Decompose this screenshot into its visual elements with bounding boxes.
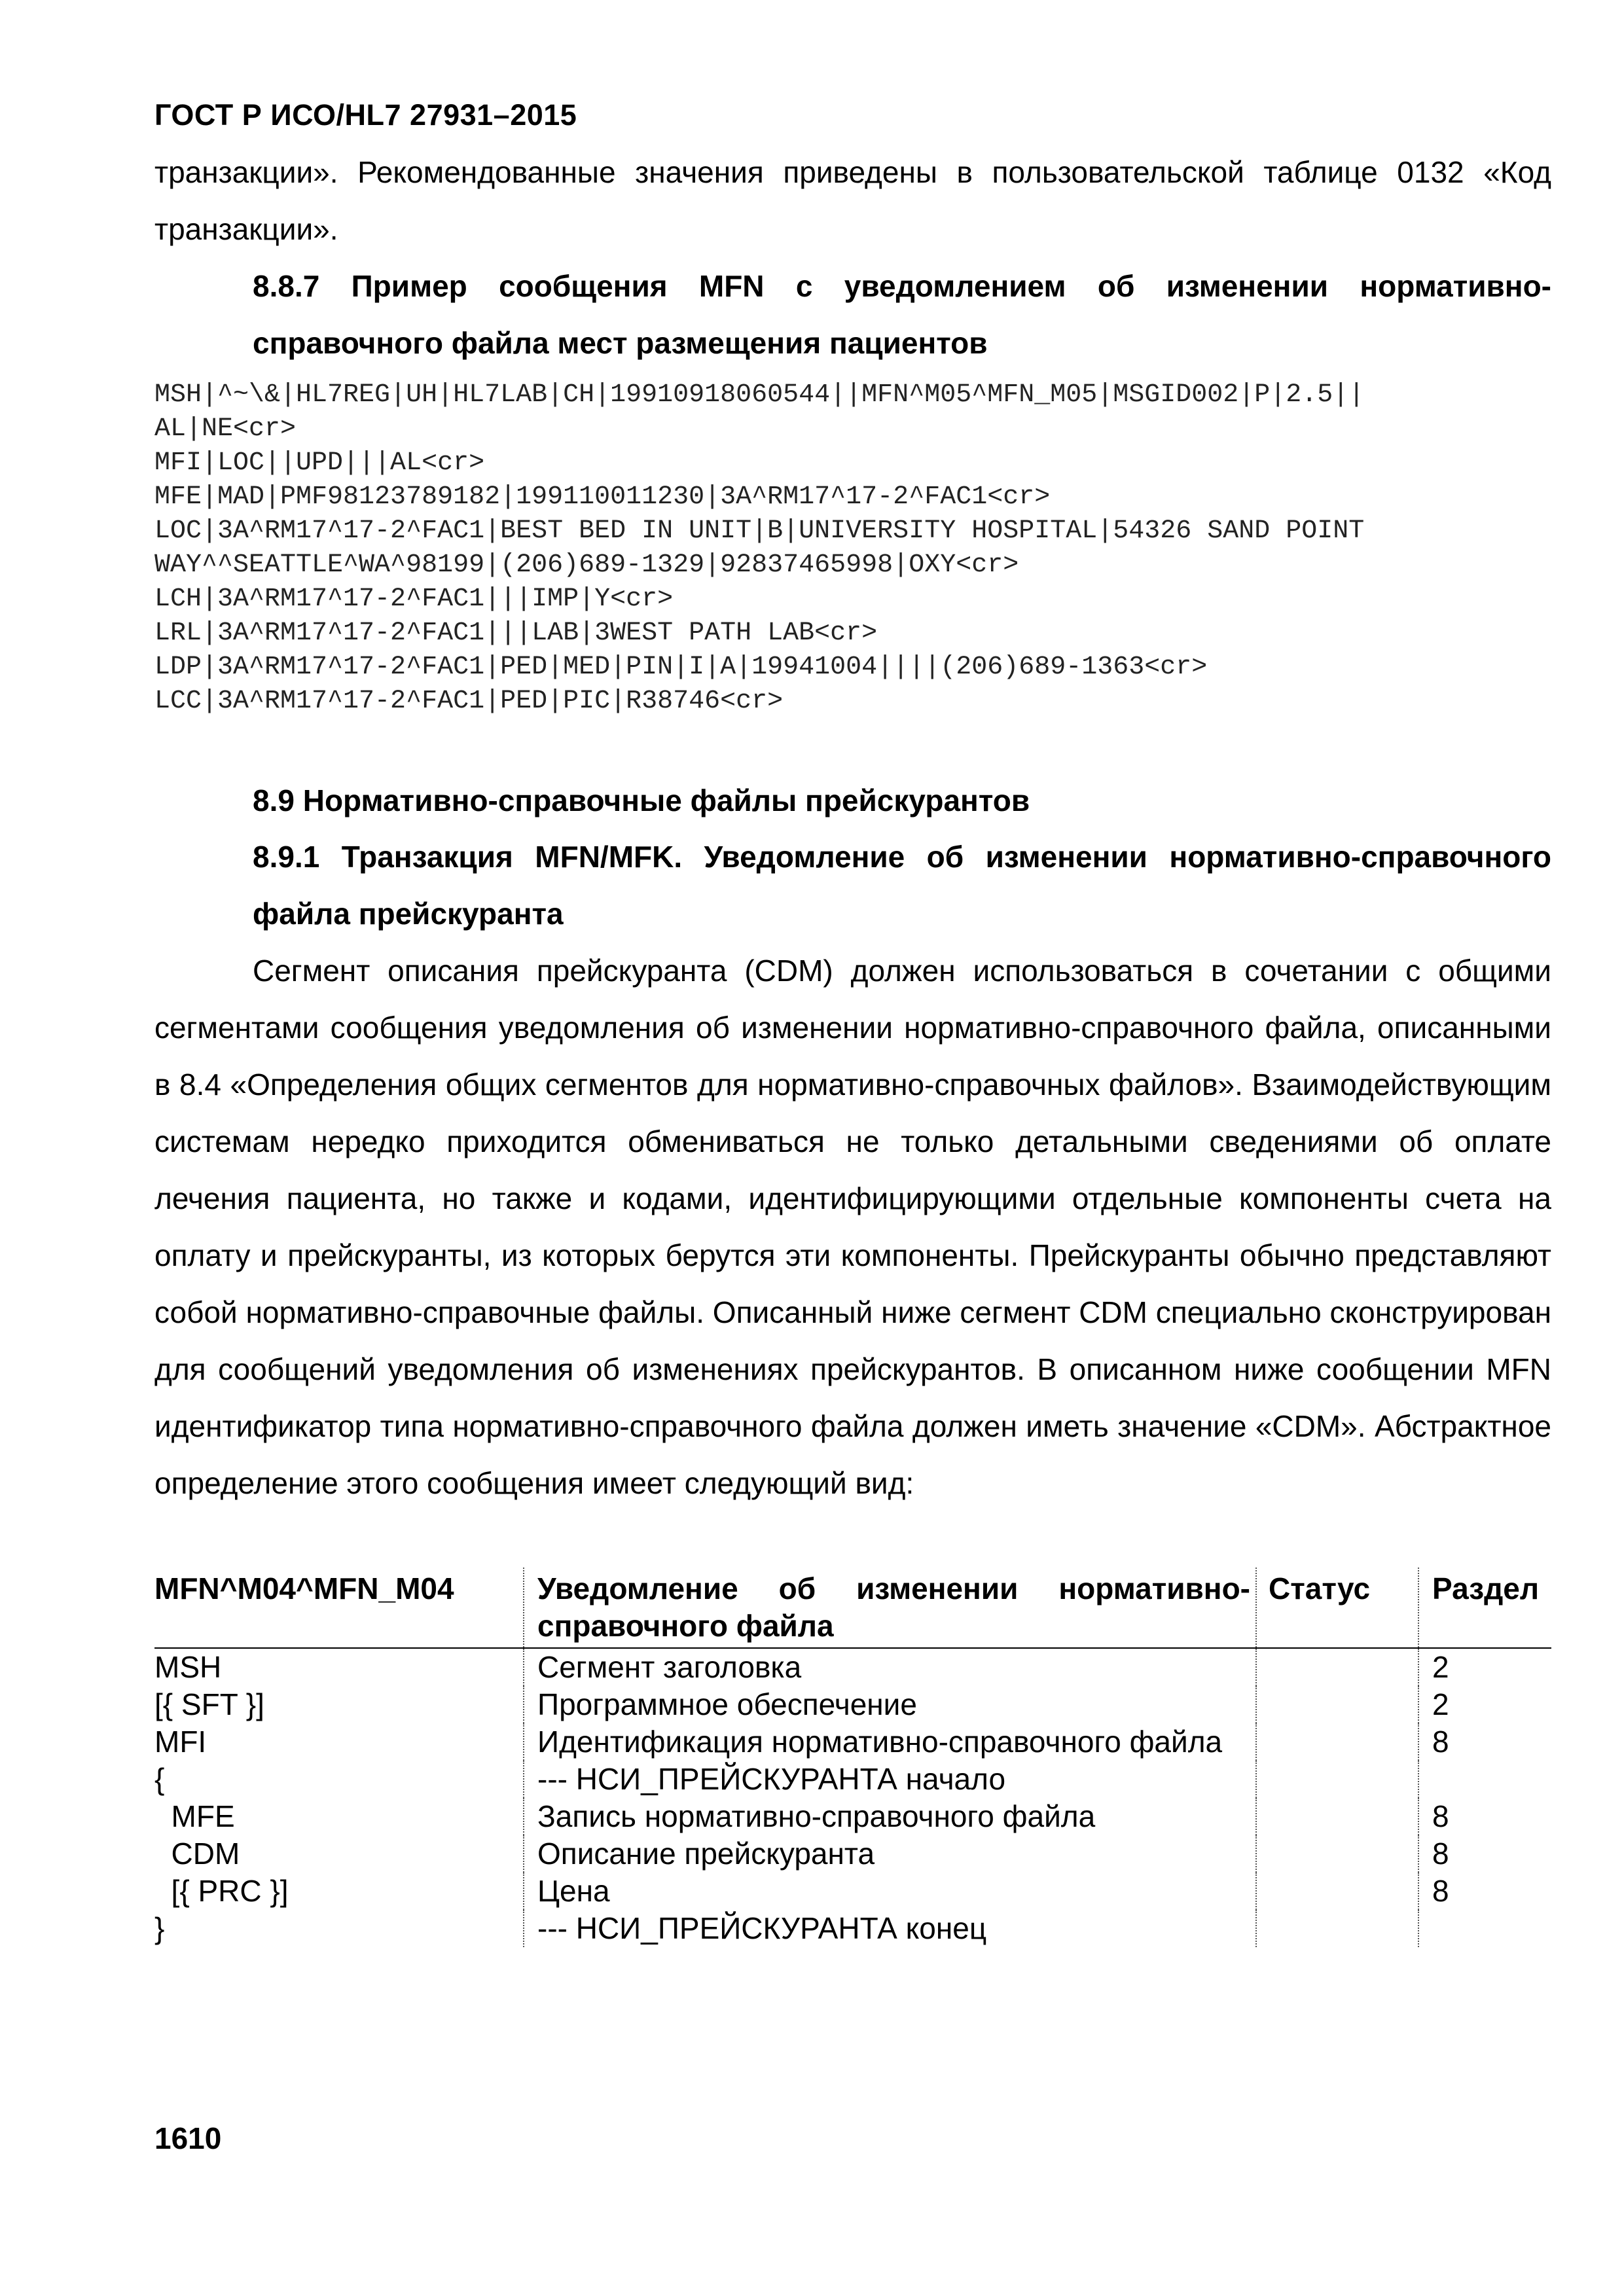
mfn-message-example: MSH|^~\&|HL7REG|UH|HL7LAB|CH|19910918060544||MFN^M05^MFN_M05|MSGID002|P|2.5|| AL|NE<cr> MFI|LOC||UPD|||AL<cr> MFE|MAD|PMF98123789182|199110011230|3A^RM17^17-2^FAC1<cr> LOC|3A^RM17^17-2^FAC1|BEST BED IN UNIT|B|UNIVERSITY HOSPITAL|54326 SAND POINT WAY^^SEATTLE^WA^98199|(206)689-1329|92837465998|OXY<cr> LCH|3A^RM17^17-2^FAC1|||IMP|Y<cr> LRL|3A^RM17^17-2^FAC1|||LAB|3WEST PATH LAB<cr> LDP|3A^RM17^17-2^FAC1|PED|MED|PIN|I|A|19941004||||(206)689-1363<cr> LCC|3A^RM17^17-2^FAC1|PED|PIC|R38746<cr> bbox=[154, 380, 1365, 716]
status-cell bbox=[1256, 1910, 1418, 1947]
table-row bbox=[154, 1723, 1551, 1761]
description-cell: --- НСИ_ПРЕЙСКУРАНТА конец bbox=[524, 1910, 1256, 1947]
segment-cell: MFE bbox=[154, 1799, 235, 1833]
message-structure-table bbox=[154, 1568, 1551, 1947]
table-row bbox=[154, 1761, 1551, 1798]
column-header-description: Уведомление об изменении нормативно-справочного файла bbox=[524, 1568, 1256, 1648]
column-header-message: MFN^M04^MFN_M04 bbox=[154, 1568, 524, 1648]
segment-cell: CDM bbox=[154, 1837, 240, 1871]
section-cell: 2 bbox=[1418, 1648, 1551, 1686]
status-cell bbox=[1256, 1798, 1418, 1835]
section-cell: 8 bbox=[1418, 1723, 1551, 1761]
segment-cell: { bbox=[154, 1762, 165, 1796]
segment-cell: [{ SFT }] bbox=[154, 1687, 264, 1721]
section-cell bbox=[1418, 1910, 1551, 1947]
description-cell: Цена bbox=[524, 1873, 1256, 1910]
section-cell: 8 bbox=[1418, 1798, 1551, 1835]
page-number: 1610 bbox=[154, 2121, 222, 2155]
description-cell: Сегмент заголовка bbox=[524, 1648, 1256, 1686]
status-cell bbox=[1256, 1648, 1418, 1686]
section-8-9-1-body: Сегмент описания прейскуранта (CDM) должен использоваться в сочетании с общими сегментами сообщения уведомления об изменении нормативно-справочного файла, описанными в 8.4 «Определения общих сегментов для нормативно-справочных файлов». Взаимодействующим системам нередко приходится обмениваться не только детальными сведениями об оплате лечения пациента, но также и кодами, идентифицирующими отдельные компоненты счета на оплату и прейскуранты, из которых берутся эти компоненты. Прейскуранты обычно представляют собой нормативно-справочные файлы. Описанный ниже сегмент CDM специально сконструирован для сообщений уведомления об изменениях прейскурантов. В описанном ниже сообщении MFN идентификатор типа нормативно-справочного файла должен иметь значение «CDM». Абстрактное определение этого сообщения имеет следующий вид: bbox=[154, 954, 1551, 1500]
section-cell: 8 bbox=[1418, 1835, 1551, 1873]
status-cell bbox=[1256, 1873, 1418, 1910]
table-row bbox=[154, 1873, 1551, 1910]
standard-header: ГОСТ Р ИСО/HL7 27931–2015 bbox=[154, 98, 577, 132]
segment-cell: [{ PRC }] bbox=[154, 1874, 289, 1908]
section-cell: 2 bbox=[1418, 1686, 1551, 1723]
table-row bbox=[154, 1798, 1551, 1835]
section-8-9-1-heading: 8.9.1 Транзакция MFN/MFK. Уведомление об изменении нормативно-справочного файла прейскуранта bbox=[253, 840, 1551, 931]
intro-paragraph: транзакции». Рекомендованные значения приведены в пользовательской таблице 0132 «Код транзакции». bbox=[154, 155, 1551, 246]
description-cell: Описание прейскуранта bbox=[524, 1835, 1256, 1873]
section-8-8-7-heading: 8.8.7 Пример сообщения MFN с уведомлением об изменении нормативно-справочного файла мест размещения пациентов bbox=[253, 269, 1551, 360]
description-cell: Идентификация нормативно-справочного файла bbox=[524, 1723, 1256, 1761]
status-cell bbox=[1256, 1723, 1418, 1761]
section-cell bbox=[1418, 1761, 1551, 1798]
segment-cell: MFI bbox=[154, 1725, 207, 1759]
table-row bbox=[154, 1686, 1551, 1723]
status-cell bbox=[1256, 1761, 1418, 1798]
segment-cell: MSH bbox=[154, 1650, 222, 1684]
table-header-row bbox=[154, 1568, 1551, 1648]
table-row bbox=[154, 1835, 1551, 1873]
section-8-9-heading: 8.9 Нормативно-справочные файлы прейскурантов bbox=[253, 783, 1030, 817]
segment-cell: } bbox=[154, 1911, 165, 1945]
column-header-section: Раздел bbox=[1418, 1568, 1551, 1648]
status-cell bbox=[1256, 1686, 1418, 1723]
column-header-status: Статус bbox=[1256, 1568, 1418, 1648]
status-cell bbox=[1256, 1835, 1418, 1873]
table-row bbox=[154, 1648, 1551, 1686]
table-row bbox=[154, 1910, 1551, 1947]
description-cell: Запись нормативно-справочного файла bbox=[524, 1798, 1256, 1835]
description-cell: --- НСИ_ПРЕЙСКУРАНТА начало bbox=[524, 1761, 1256, 1798]
section-cell: 8 bbox=[1418, 1873, 1551, 1910]
description-cell: Программное обеспечение bbox=[524, 1686, 1256, 1723]
